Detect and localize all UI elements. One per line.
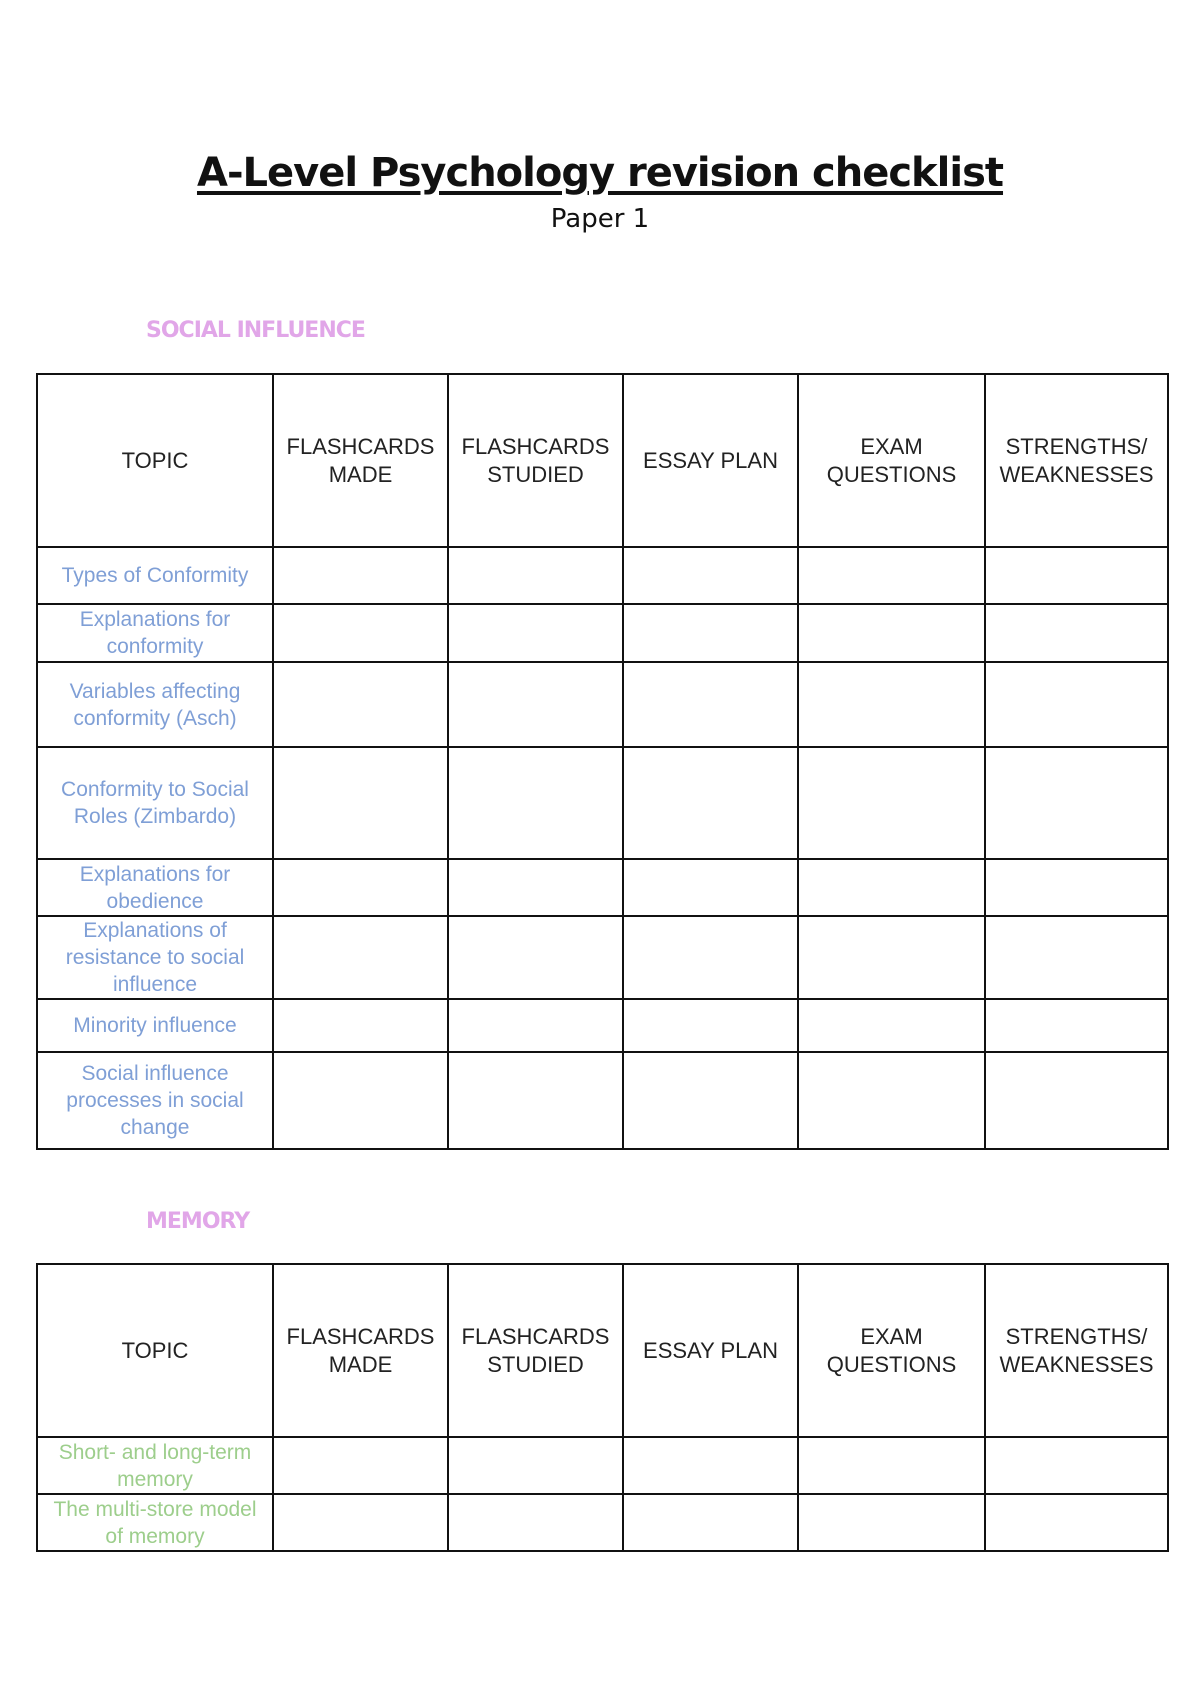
flashcards-made-cell[interactable] bbox=[273, 999, 448, 1052]
essay-plan-cell[interactable] bbox=[623, 859, 798, 916]
strengths-weaknesses-cell[interactable] bbox=[985, 1437, 1168, 1494]
exam-questions-cell[interactable] bbox=[798, 916, 985, 999]
social-influence-table bbox=[36, 373, 1169, 1150]
flashcards-studied-cell[interactable] bbox=[448, 662, 623, 747]
table-row bbox=[37, 547, 1168, 604]
document-title: A-Level Psychology revision checklist bbox=[196, 150, 1004, 196]
exam-questions-cell[interactable] bbox=[798, 662, 985, 747]
flashcards-studied-cell[interactable] bbox=[448, 859, 623, 916]
table-row bbox=[37, 1437, 1168, 1494]
strengths-weaknesses-cell[interactable] bbox=[985, 604, 1168, 662]
topic-cell: Short- and long-term memory bbox=[37, 1437, 273, 1494]
topic-cell: Types of Conformity bbox=[37, 547, 273, 604]
flashcards-studied-cell[interactable] bbox=[448, 747, 623, 859]
topic-cell: Social influence processes in social change bbox=[37, 1052, 273, 1149]
exam-questions-cell[interactable] bbox=[798, 859, 985, 916]
topic-cell: Explanations of resistance to social influence bbox=[37, 916, 273, 999]
column-header-flashcards-studied: FLASHCARDS STUDIED bbox=[448, 374, 623, 547]
essay-plan-cell[interactable] bbox=[623, 662, 798, 747]
exam-questions-cell[interactable] bbox=[798, 1052, 985, 1149]
table-row bbox=[37, 662, 1168, 747]
topic-cell: Conformity to Social Roles (Zimbardo) bbox=[37, 747, 273, 859]
flashcards-studied-cell[interactable] bbox=[448, 604, 623, 662]
table-row bbox=[37, 747, 1168, 859]
flashcards-made-cell[interactable] bbox=[273, 1052, 448, 1149]
table-row bbox=[37, 999, 1168, 1052]
strengths-weaknesses-cell[interactable] bbox=[985, 1052, 1168, 1149]
section-heading-memory: MEMORY bbox=[146, 1209, 250, 1234]
flashcards-made-cell[interactable] bbox=[273, 547, 448, 604]
essay-plan-cell[interactable] bbox=[623, 1437, 798, 1494]
memory-table bbox=[36, 1263, 1169, 1552]
flashcards-studied-cell[interactable] bbox=[448, 916, 623, 999]
table-row bbox=[37, 604, 1168, 662]
strengths-weaknesses-cell[interactable] bbox=[985, 547, 1168, 604]
flashcards-made-cell[interactable] bbox=[273, 1494, 448, 1551]
section-heading-social-influence: SOCIAL INFLUENCE bbox=[146, 318, 365, 343]
exam-questions-cell[interactable] bbox=[798, 1494, 985, 1551]
column-header-flashcards-studied: FLASHCARDS STUDIED bbox=[448, 1264, 623, 1437]
essay-plan-cell[interactable] bbox=[623, 604, 798, 662]
topic-cell: Explanations for obedience bbox=[37, 859, 273, 916]
table-row bbox=[37, 1494, 1168, 1551]
column-header-topic: TOPIC bbox=[37, 374, 273, 547]
essay-plan-cell[interactable] bbox=[623, 1052, 798, 1149]
essay-plan-cell[interactable] bbox=[623, 1494, 798, 1551]
column-header-essay-plan: ESSAY PLAN bbox=[623, 1264, 798, 1437]
table-row bbox=[37, 916, 1168, 999]
flashcards-made-cell[interactable] bbox=[273, 1437, 448, 1494]
essay-plan-cell[interactable] bbox=[623, 916, 798, 999]
flashcards-made-cell[interactable] bbox=[273, 747, 448, 859]
essay-plan-cell[interactable] bbox=[623, 999, 798, 1052]
column-header-topic: TOPIC bbox=[37, 1264, 273, 1437]
column-header-strengths-weaknesses: STRENGTHS/ WEAKNESSES bbox=[985, 374, 1168, 547]
document-subtitle: Paper 1 bbox=[550, 204, 650, 234]
flashcards-studied-cell[interactable] bbox=[448, 1052, 623, 1149]
strengths-weaknesses-cell[interactable] bbox=[985, 999, 1168, 1052]
flashcards-made-cell[interactable] bbox=[273, 662, 448, 747]
topic-cell: Minority influence bbox=[37, 999, 273, 1052]
topic-cell: Explanations for conformity bbox=[37, 604, 273, 662]
table-header-row bbox=[37, 1264, 1168, 1437]
flashcards-made-cell[interactable] bbox=[273, 604, 448, 662]
column-header-flashcards-made: FLASHCARDS MADE bbox=[273, 374, 448, 547]
strengths-weaknesses-cell[interactable] bbox=[985, 747, 1168, 859]
flashcards-studied-cell[interactable] bbox=[448, 1437, 623, 1494]
column-header-exam-questions: EXAM QUESTIONS bbox=[798, 1264, 985, 1437]
strengths-weaknesses-cell[interactable] bbox=[985, 662, 1168, 747]
column-header-essay-plan: ESSAY PLAN bbox=[623, 374, 798, 547]
column-header-strengths-weaknesses: STRENGTHS/ WEAKNESSES bbox=[985, 1264, 1168, 1437]
topic-cell: The multi-store model of memory bbox=[37, 1494, 273, 1551]
strengths-weaknesses-cell[interactable] bbox=[985, 859, 1168, 916]
flashcards-made-cell[interactable] bbox=[273, 916, 448, 999]
table-row bbox=[37, 1052, 1168, 1149]
column-header-exam-questions: EXAM QUESTIONS bbox=[798, 374, 985, 547]
exam-questions-cell[interactable] bbox=[798, 999, 985, 1052]
topic-cell: Variables affecting conformity (Asch) bbox=[37, 662, 273, 747]
table-header-row bbox=[37, 374, 1168, 547]
essay-plan-cell[interactable] bbox=[623, 747, 798, 859]
exam-questions-cell[interactable] bbox=[798, 547, 985, 604]
flashcards-made-cell[interactable] bbox=[273, 859, 448, 916]
flashcards-studied-cell[interactable] bbox=[448, 547, 623, 604]
table-row bbox=[37, 859, 1168, 916]
flashcards-studied-cell[interactable] bbox=[448, 1494, 623, 1551]
exam-questions-cell[interactable] bbox=[798, 747, 985, 859]
exam-questions-cell[interactable] bbox=[798, 1437, 985, 1494]
strengths-weaknesses-cell[interactable] bbox=[985, 1494, 1168, 1551]
column-header-flashcards-made: FLASHCARDS MADE bbox=[273, 1264, 448, 1437]
essay-plan-cell[interactable] bbox=[623, 547, 798, 604]
strengths-weaknesses-cell[interactable] bbox=[985, 916, 1168, 999]
flashcards-studied-cell[interactable] bbox=[448, 999, 623, 1052]
exam-questions-cell[interactable] bbox=[798, 604, 985, 662]
